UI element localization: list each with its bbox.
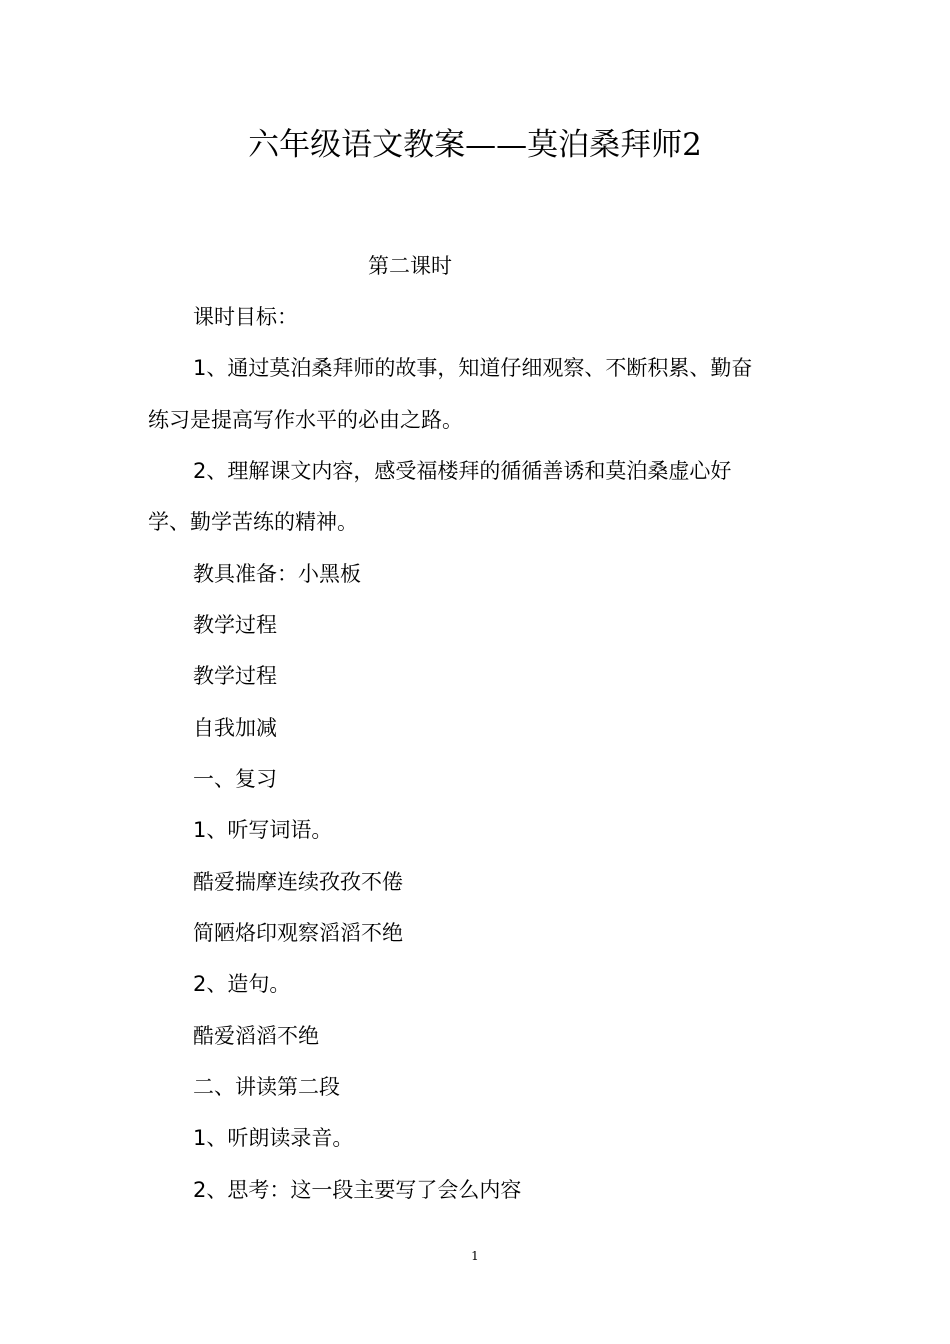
think-item: 2、思考：这一段主要写了会么内容: [193, 1178, 522, 1202]
section-review-heading: 一、复习: [193, 767, 277, 791]
page-number: 1: [471, 1249, 479, 1263]
process-heading-2: 教学过程: [193, 664, 277, 688]
word-list-3: 酷爱滔滔不绝: [193, 1024, 319, 1048]
lesson-heading: 第二课时: [368, 254, 452, 278]
objective-1-line-2: 练习是提高写作水平的必由之路。: [148, 408, 463, 432]
tools-line: 教具准备：小黑板: [193, 562, 361, 586]
listen-item: 1、听朗读录音。: [193, 1126, 354, 1150]
sentence-item: 2、造句。: [193, 972, 291, 996]
word-list-1: 酷爱揣摩连续孜孜不倦: [193, 870, 403, 894]
objective-2-line-1: 2、理解课文内容，感受福楼拜的循循善诱和莫泊桑虚心好: [193, 459, 732, 483]
self-edit-heading: 自我加减: [193, 716, 277, 740]
dictation-item: 1、听写词语。: [193, 818, 333, 842]
process-heading-1: 教学过程: [193, 613, 277, 637]
document-title: 六年级语文教案——莫泊桑拜师2: [248, 127, 702, 163]
objective-2-line-2: 学、勤学苦练的精神。: [148, 510, 358, 534]
objectives-heading: 课时目标：: [193, 305, 298, 329]
word-list-2: 简陋烙印观察滔滔不绝: [193, 921, 403, 945]
section-reading-heading: 二、讲读第二段: [193, 1075, 340, 1099]
objective-1-line-1: 1、通过莫泊桑拜师的故事，知道仔细观察、不断积累、勤奋: [193, 356, 753, 380]
